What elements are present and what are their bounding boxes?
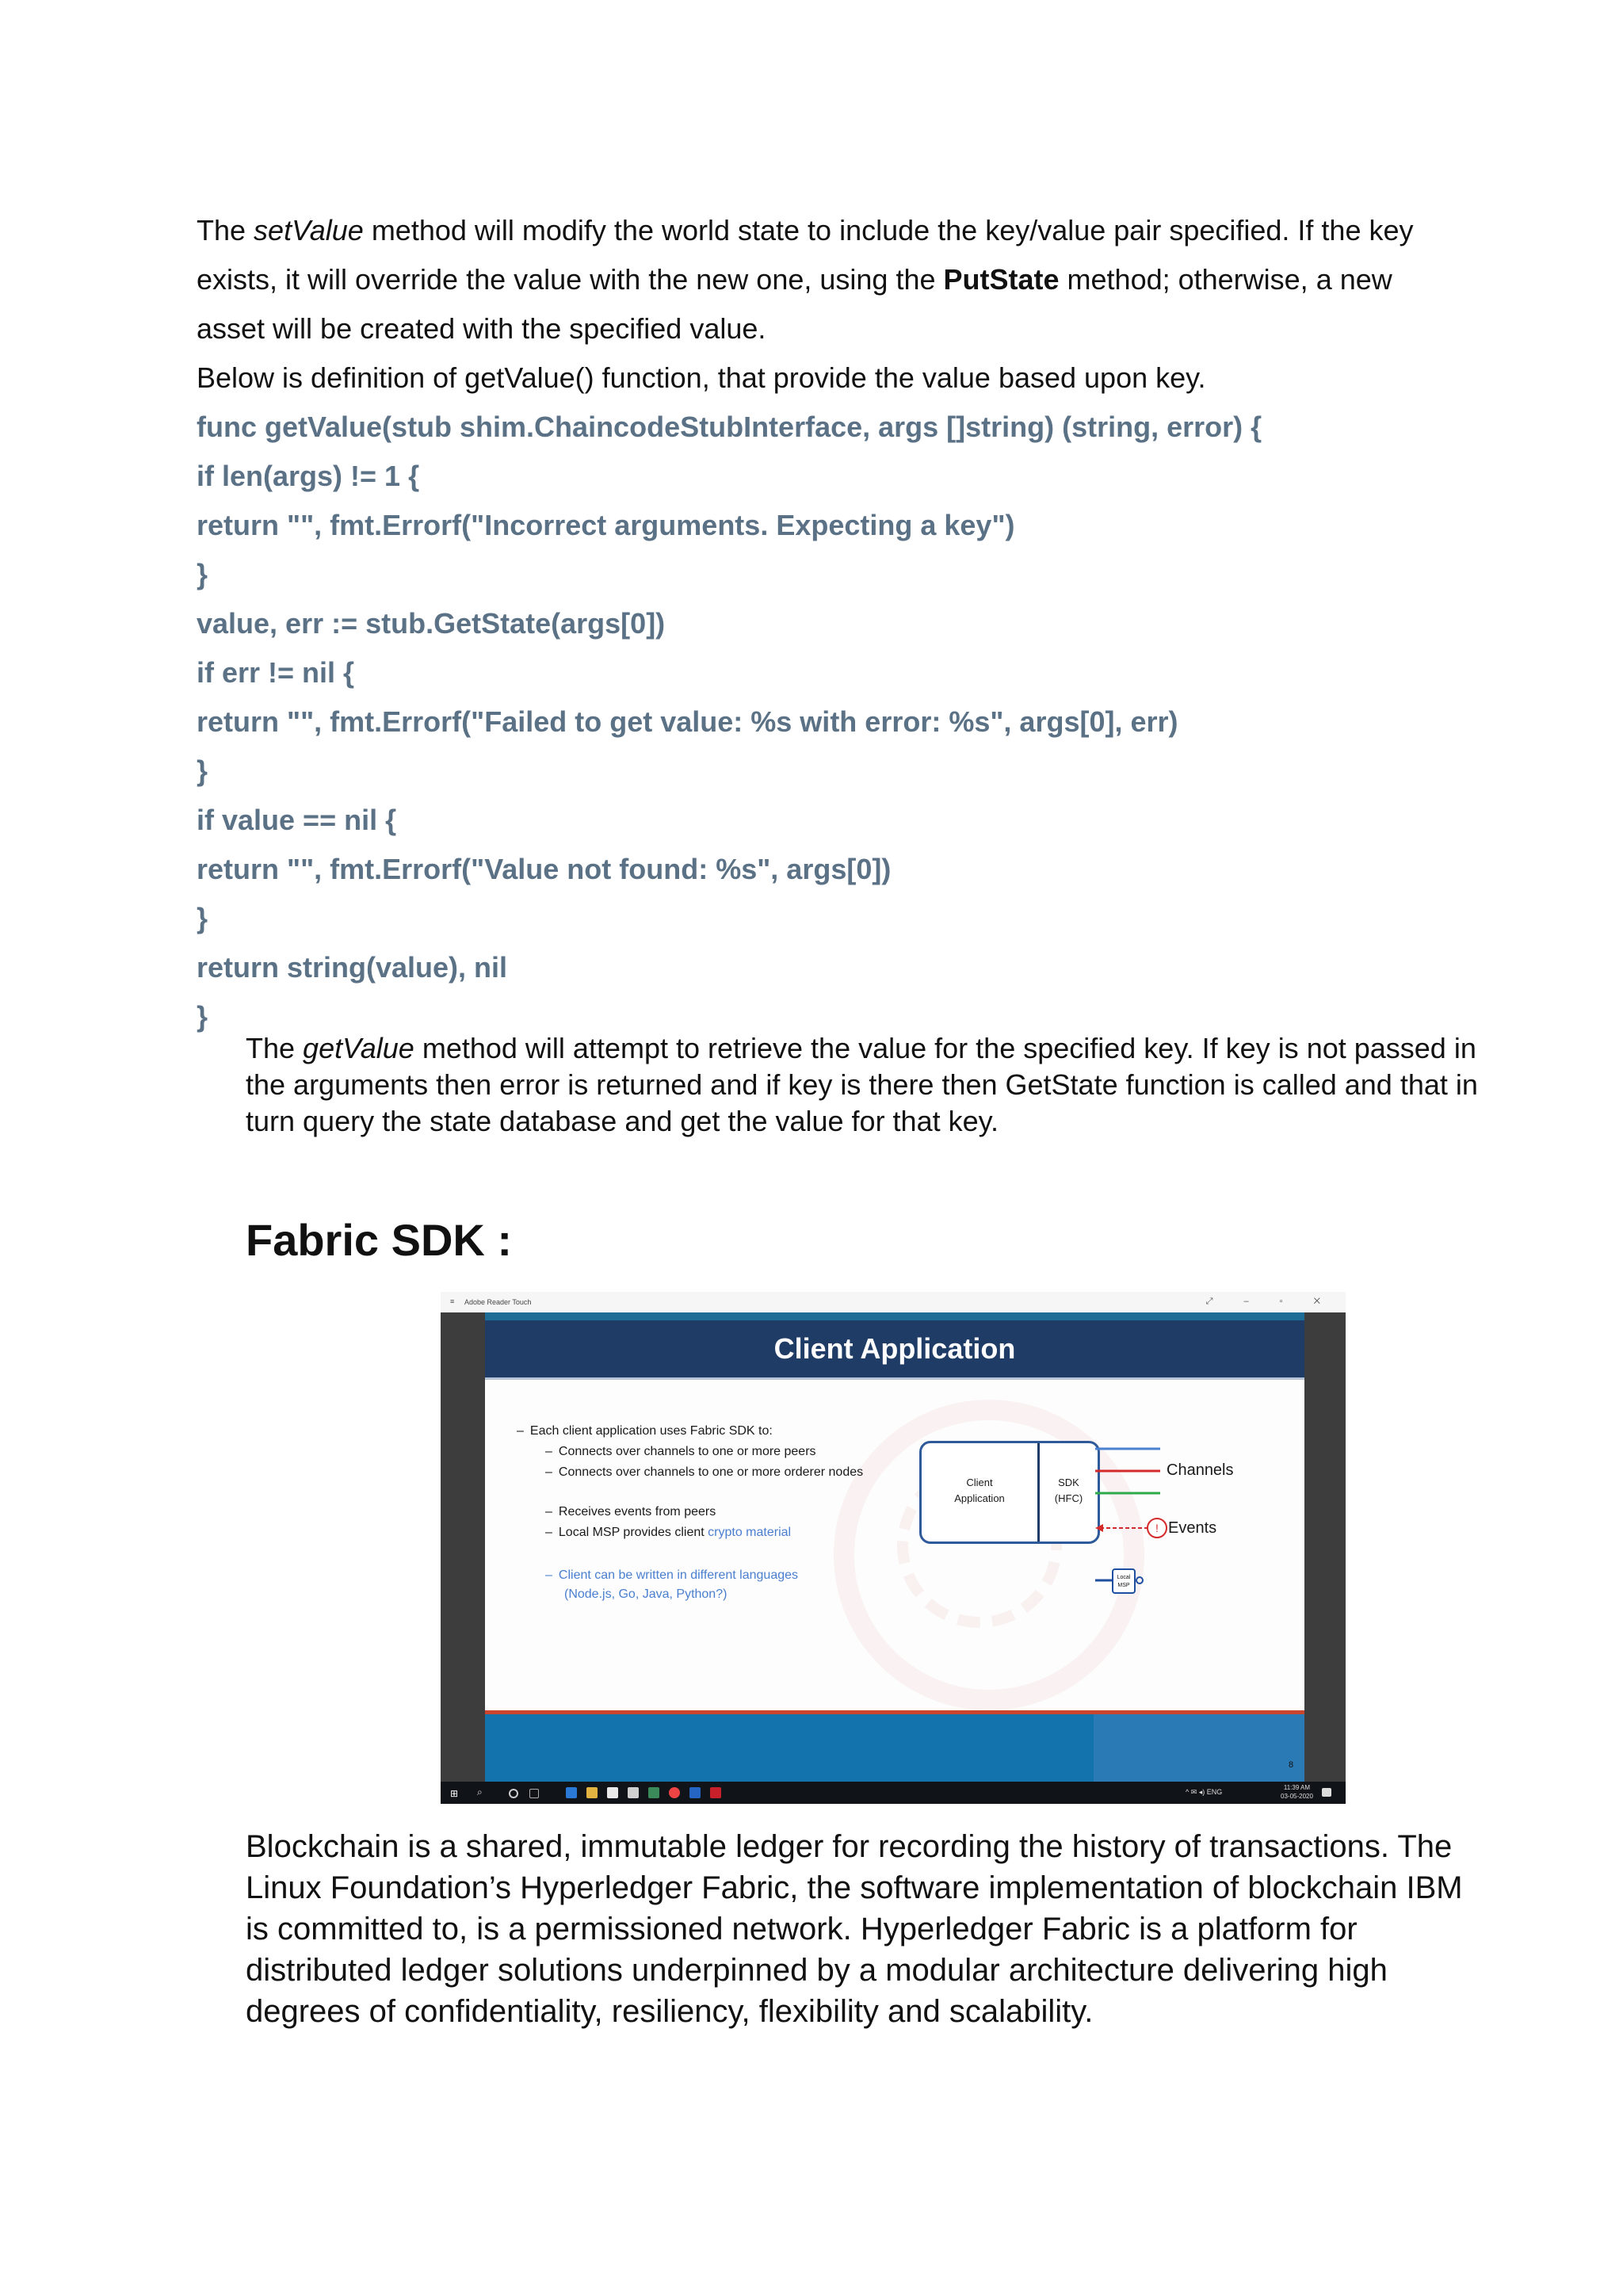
code-line: value, err := stub.GetState(args[0]) <box>197 607 666 640</box>
slide-title-rule <box>485 1377 1304 1380</box>
setvalue-description: The setValue method will modify the world state to include the key/value pair specified. If the key exists, it will override the value with the new one, using the PutState method; otherwise, a new asset will be created with the specified value. <box>197 214 1414 345</box>
getvalue-intro: Below is definition of getValue() function, that provide the value based upon key. <box>197 361 1206 394</box>
task-view-icon[interactable] <box>529 1789 539 1798</box>
local-msp-box <box>1113 1569 1135 1593</box>
start-icon[interactable]: ⊞ <box>450 1788 459 1799</box>
code-line: return "", fmt.Errorf("Failed to get value: %s with error: %s", args[0], err) <box>197 705 1178 738</box>
client-application-screenshot <box>441 1292 1346 1804</box>
getvalue-explanation: The getValue method will attempt to retrieve the value for the specified key. If key is not passed in the arguments then error is returned and if key is there then GetState function is called and that in turn query the state database and get the value for that key. <box>246 1032 1478 1137</box>
reader-app-title: Adobe Reader Touch <box>464 1298 532 1306</box>
events-marker: ! <box>1155 1522 1159 1534</box>
slide <box>485 1312 1304 1782</box>
msp-key-icon <box>1136 1577 1143 1584</box>
word-icon[interactable] <box>689 1787 701 1798</box>
bullet-sub: – Local MSP provides client crypto material <box>545 1526 792 1539</box>
window-controls[interactable]: ⤢ – ▫ ✕ <box>1205 1297 1335 1306</box>
client-sdk-box <box>919 1441 1100 1544</box>
msp-connector <box>1095 1541 1113 1580</box>
code-line: return "", fmt.Errorf("Incorrect arguments. Expecting a key") <box>197 509 1015 541</box>
code-line: } <box>197 755 208 787</box>
code-line: } <box>197 558 208 590</box>
sdk-label: SDK (HFC) <box>1054 1477 1083 1504</box>
code-line: return "", fmt.Errorf("Value not found: %s", args[0]) <box>197 853 892 885</box>
bullet-languages: – Client can be written in different languages <box>545 1568 799 1582</box>
bullet-sub: – Receives events from peers <box>545 1505 716 1519</box>
putstate-method-name: PutState <box>943 263 1060 296</box>
hamburger-menu-icon[interactable]: ≡ <box>450 1297 455 1305</box>
reader-viewport <box>441 1312 1346 1782</box>
taskbar-clock[interactable]: 11:39 AM 03-05-2020 <box>1281 1784 1313 1800</box>
client-application-label: Client Application <box>954 1477 1005 1504</box>
acrobat-icon[interactable] <box>710 1787 721 1798</box>
setvalue-method-name: setValue <box>254 214 364 246</box>
reader-title-bar <box>441 1292 1346 1312</box>
svg-text:Local: Local <box>1117 1575 1131 1580</box>
code-line: } <box>197 1000 208 1033</box>
events-arrowhead <box>1095 1524 1103 1532</box>
store-icon[interactable] <box>607 1787 618 1798</box>
code-line: if value == nil { <box>197 804 397 836</box>
blockchain-summary: Blockchain is a shared, immutable ledger for recording the history of transactions. The Linux Foundation’s Hyperledger Fabric, the software implementation of blockchain IBM is committed to, is a permissioned network. Hyperledger Fabric is a platform for distributed ledger solutions underpinned by a modular architecture delivering high degrees of confidentiality, resiliency, flexibility and scalability. <box>246 1829 1463 2029</box>
code-line: return string(value), nil <box>197 951 508 984</box>
windows-taskbar <box>441 1782 1346 1804</box>
system-tray[interactable]: ^ ✉ ◂) ENG <box>1186 1788 1223 1796</box>
code-line: func getValue(stub shim.ChaincodeStubInterface, args []string) (string, error) { <box>197 411 1262 443</box>
search-icon[interactable]: ⌕ <box>477 1786 483 1797</box>
events-label: Events <box>1168 1519 1217 1537</box>
code-line: } <box>197 902 208 934</box>
bullet-main: – Each client application uses Fabric SDK to: <box>517 1424 773 1438</box>
photos-icon[interactable] <box>648 1787 659 1798</box>
bullet-sub: – Connects over channels to one or more orderer nodes <box>545 1465 864 1479</box>
section-heading: Fabric SDK : <box>246 1215 513 1265</box>
getvalue-method-name: getValue <box>303 1032 414 1064</box>
mail-icon[interactable] <box>628 1787 639 1798</box>
file-explorer-icon[interactable] <box>586 1787 598 1798</box>
slide-title: Client Application <box>485 1320 1304 1377</box>
code-line: if err != nil { <box>197 656 355 689</box>
slide-footer-panel <box>1094 1714 1304 1782</box>
slide-page-number: 8 <box>1289 1760 1294 1770</box>
channels-label: Channels <box>1167 1461 1234 1479</box>
bullet-languages-list: (Node.js, Go, Java, Python?) <box>564 1587 727 1601</box>
chrome-icon[interactable] <box>669 1787 680 1798</box>
code-line: if len(args) != 1 { <box>197 460 420 492</box>
getvalue-code-block <box>197 403 1465 1041</box>
slide-top-band <box>485 1312 1304 1320</box>
cortana-icon[interactable] <box>509 1789 518 1798</box>
svg-text:MSP: MSP <box>1117 1583 1130 1588</box>
edge-icon[interactable] <box>566 1787 577 1798</box>
bullet-sub: – Connects over channels to one or more peers <box>545 1445 816 1458</box>
notifications-icon[interactable] <box>1322 1788 1331 1797</box>
